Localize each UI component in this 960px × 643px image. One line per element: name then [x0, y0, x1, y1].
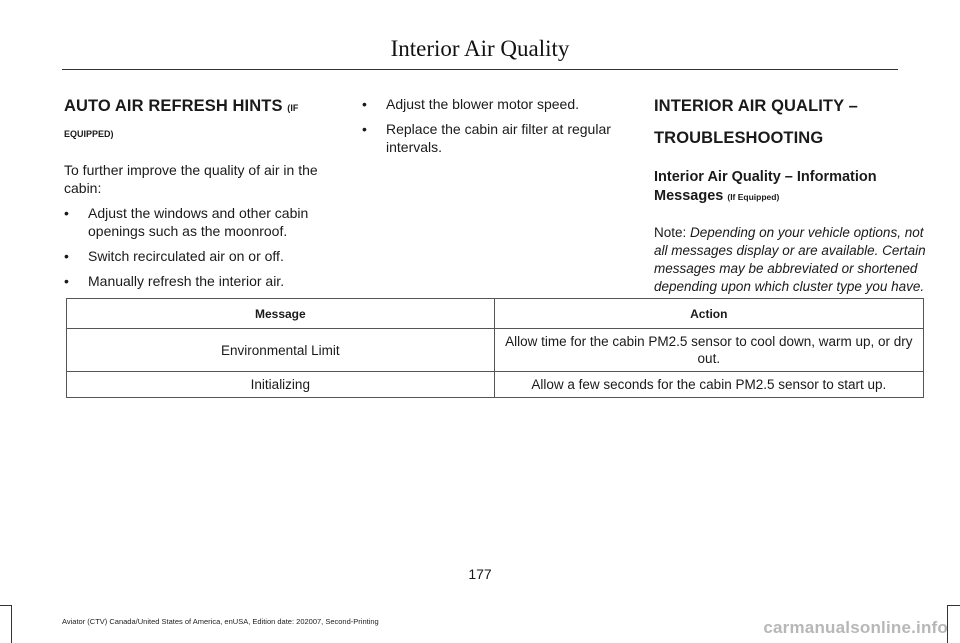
subheading-text: Interior Air Quality – Information Messages [654, 169, 877, 204]
table-header-row [67, 299, 924, 329]
bullet-glyph: • [64, 273, 69, 289]
left-column [64, 95, 332, 297]
list-item-text: Manually refresh the interior air. [88, 273, 285, 289]
note-label: Note: [654, 225, 687, 240]
hints-list [64, 204, 332, 290]
subheading-information-messages [654, 168, 926, 207]
heading-suffix: (IF [287, 103, 299, 113]
table-row [67, 372, 924, 398]
heading-line-2: TROUBLESHOOTING [654, 129, 824, 147]
footer-edition-text: Aviator (CTV) Canada/United States of America, enUSA, Edition date: 202007, Second-Printing [62, 617, 379, 626]
crop-mark-right-horizontal [947, 605, 960, 606]
section-heading-auto-air-refresh [64, 95, 332, 119]
header-divider [62, 69, 898, 70]
crop-mark-left-horizontal [0, 605, 12, 606]
list-item [64, 204, 332, 240]
table-cell-message: Initializing [67, 372, 495, 398]
list-item [362, 120, 620, 156]
hints-list-continued [362, 95, 620, 156]
bullet-glyph: • [64, 248, 69, 264]
column-header-message: Message [67, 299, 495, 329]
right-column [654, 95, 926, 296]
table-cell-message: Environmental Limit [67, 329, 495, 372]
bullet-glyph: • [64, 205, 69, 221]
list-item-text: Adjust the windows and other cabin openings such as the moonroof. [88, 205, 309, 239]
list-item-text: Switch recirculated air on or off. [88, 248, 284, 264]
section-heading-troubleshooting [654, 95, 926, 149]
bullet-glyph: • [362, 121, 367, 137]
watermark-logo: carmanualsonline.info [763, 618, 948, 637]
page-header-title: Interior Air Quality [390, 36, 570, 61]
crop-mark-left [11, 605, 12, 643]
note-text: Depending on your vehicle options, not all messages display or are available. Certain messages may be abbreviated or shortened depending upon which cluster type you have. [654, 225, 926, 294]
list-item [362, 95, 620, 113]
intro-paragraph: To further improve the quality of air in the cabin: [64, 162, 318, 196]
subheading-suffix: (If Equipped) [727, 192, 780, 202]
note-paragraph [654, 224, 926, 296]
column-header-action: Action [494, 299, 923, 329]
heading-text: AUTO AIR REFRESH HINTS [64, 97, 283, 115]
list-item-text: Replace the cabin air filter at regular intervals. [386, 121, 611, 155]
list-item [64, 272, 332, 290]
heading-line-1: INTERIOR AIR QUALITY – [654, 97, 858, 115]
page-number: 177 [468, 566, 492, 582]
heading-suffix-continued: EQUIPPED) [64, 129, 114, 139]
bullet-glyph: • [362, 96, 367, 112]
table-row [67, 329, 924, 372]
messages-table [66, 298, 924, 398]
table-cell-action: Allow a few seconds for the cabin PM2.5 sensor to start up. [494, 372, 923, 398]
middle-column [362, 95, 620, 163]
list-item [64, 247, 332, 265]
table-cell-action: Allow time for the cabin PM2.5 sensor to cool down, warm up, or dry out. [494, 329, 923, 372]
list-item-text: Adjust the blower motor speed. [386, 96, 579, 112]
